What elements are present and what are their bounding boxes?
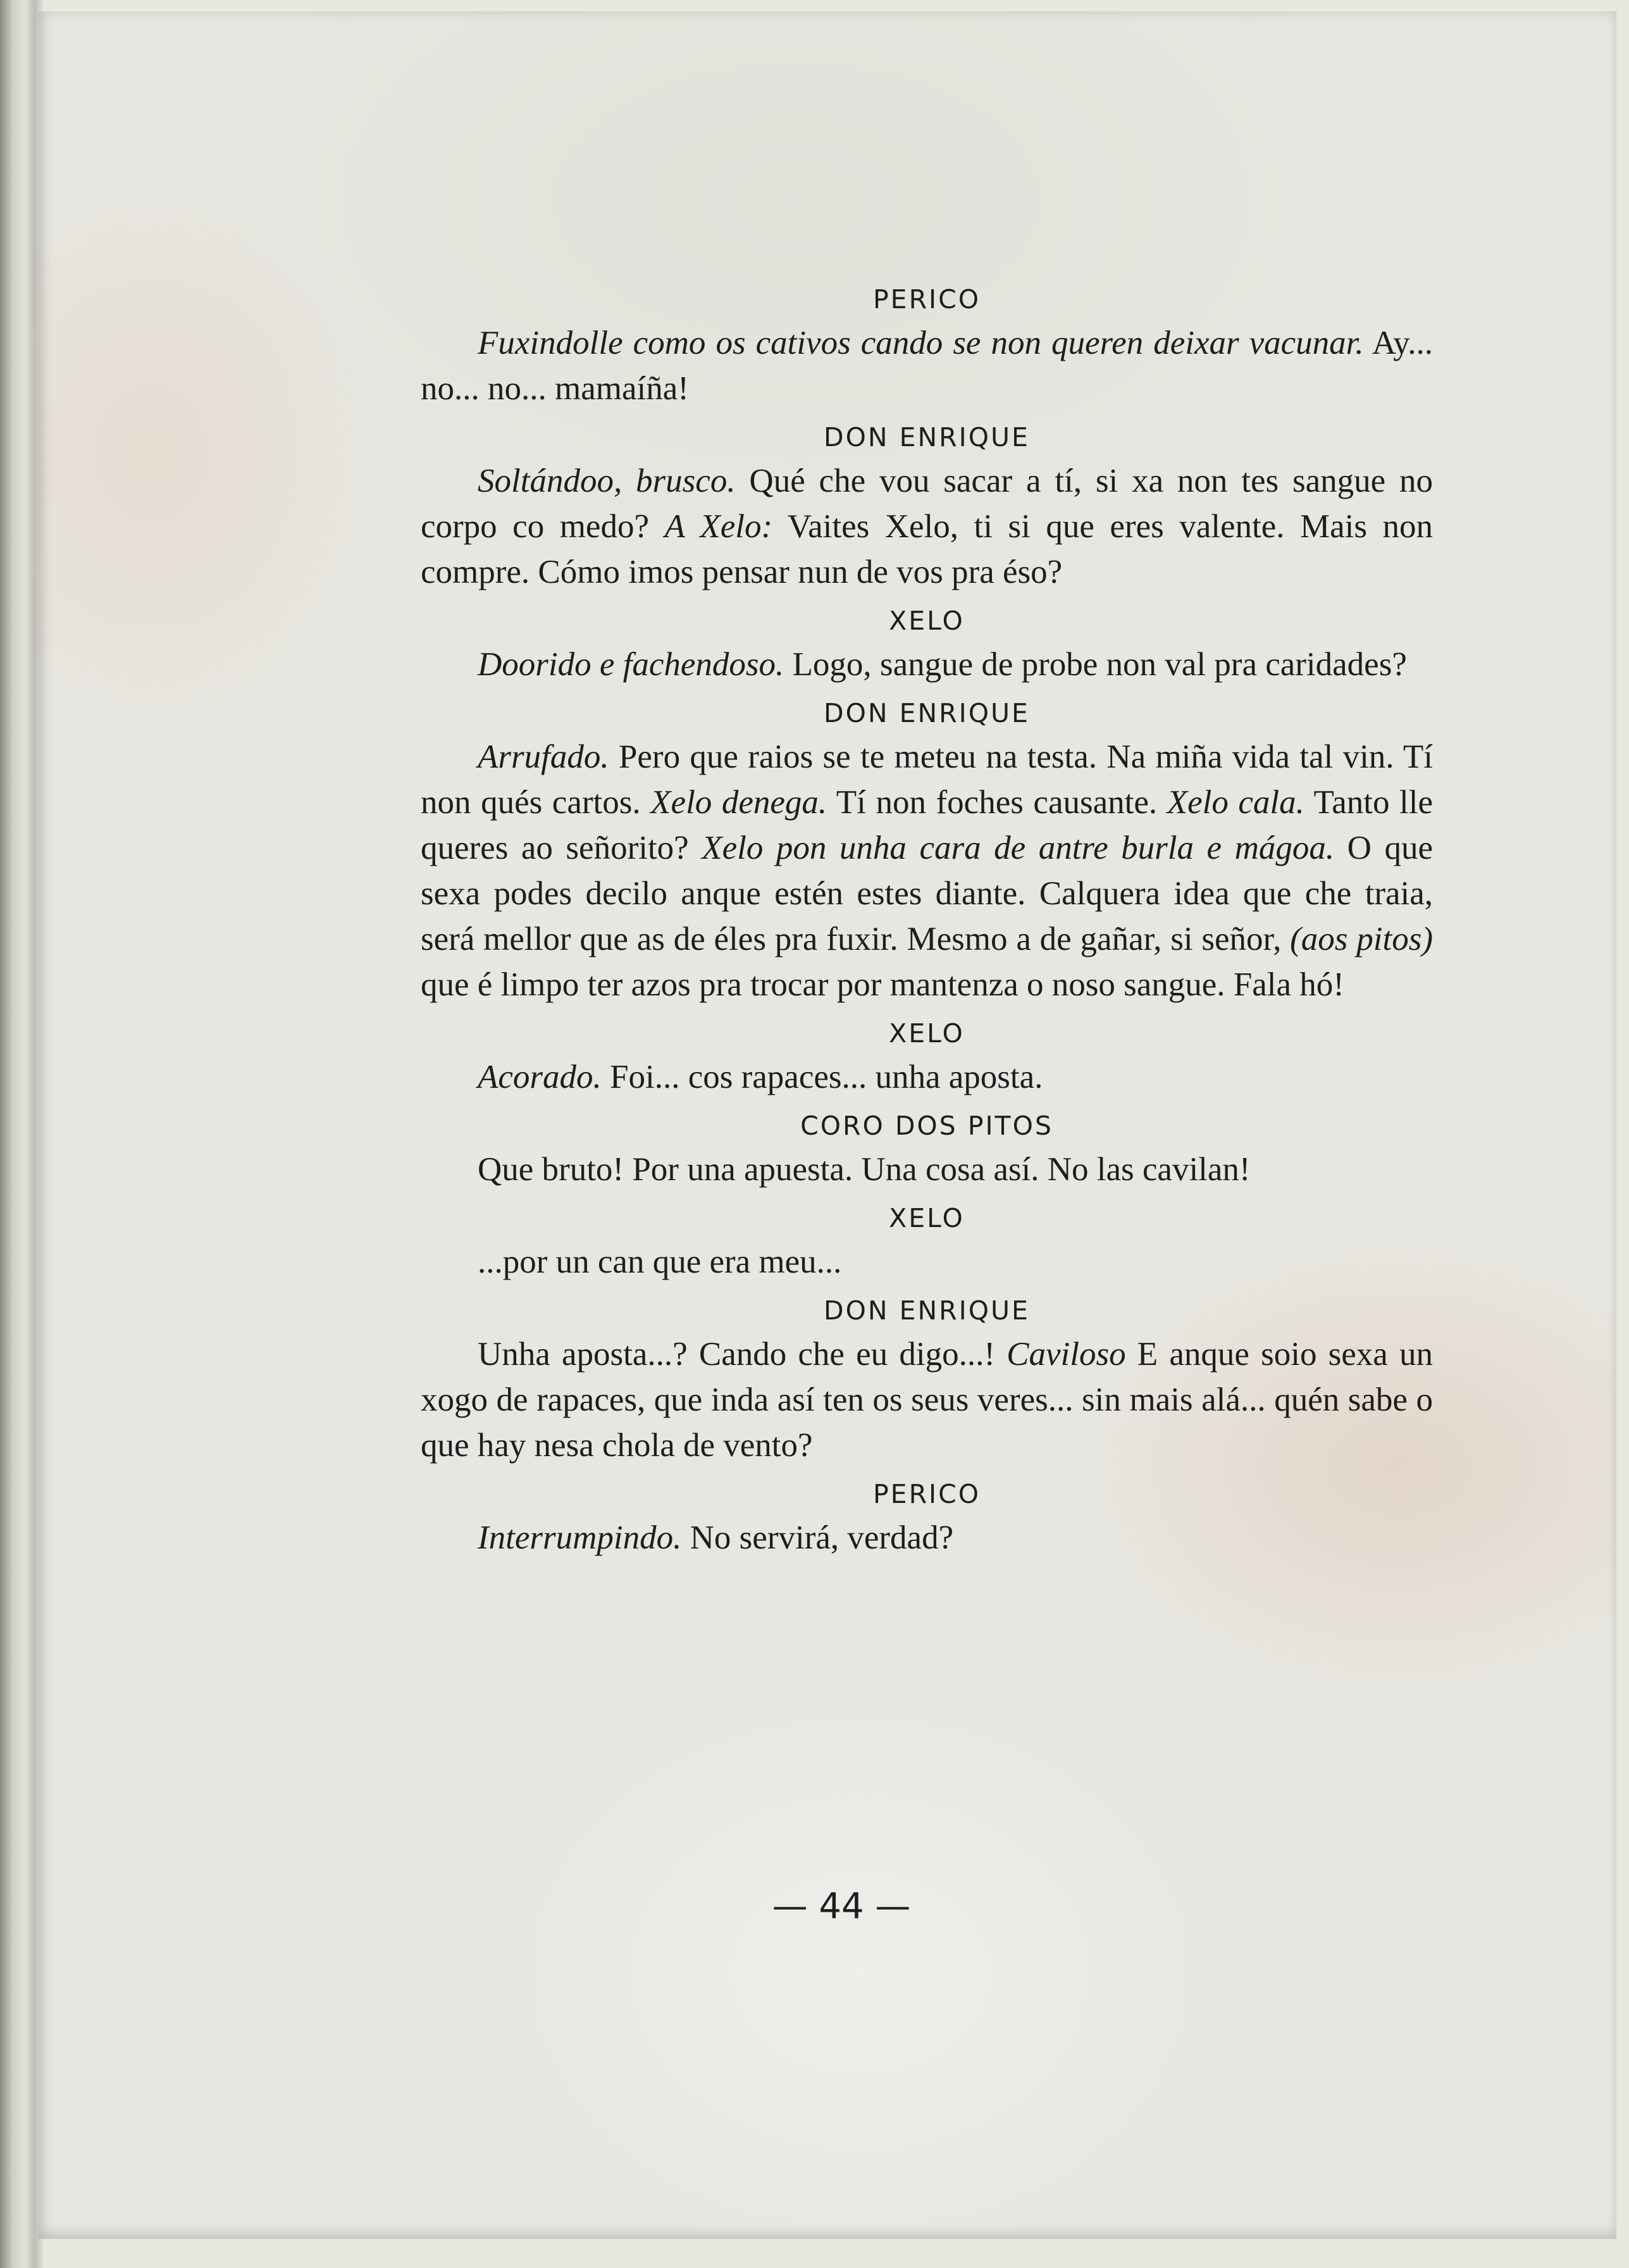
stage-direction: Arrufado. bbox=[478, 738, 609, 775]
speech-paragraph bbox=[421, 642, 1433, 687]
speaker-name: DON ENRIQUE bbox=[824, 422, 1030, 452]
speech-paragraph bbox=[421, 1331, 1433, 1468]
speaker-name: XELO bbox=[889, 1018, 965, 1049]
dialogue-text: E anque soio sexa un xogo de rapaces, que inda así ten os seus veres... sin mais alá... quén sabe o que hay nesa chola de vento? bbox=[421, 1336, 1434, 1464]
dialogue-text: Tí non foches causante. bbox=[827, 784, 1167, 821]
stage-direction: Xelo cala. bbox=[1167, 784, 1304, 821]
speaker-name: CORO DOS PITOS bbox=[800, 1111, 1053, 1141]
dialogue-text: Pero que raios se te meteu na testa. Na miña vida tal vin. Tí non qués cartos. bbox=[421, 738, 1433, 821]
speech-paragraph bbox=[421, 1147, 1433, 1192]
stage-direction: Xelo denega. bbox=[650, 784, 827, 821]
stage-direction: Acorado. bbox=[478, 1059, 602, 1095]
stage-direction: Doorido e fachendoso. bbox=[478, 646, 784, 683]
speaker-name: XELO bbox=[889, 606, 965, 636]
dialogue-text: ...por un can que era meu... bbox=[478, 1243, 842, 1280]
speech-paragraph bbox=[421, 1239, 1433, 1285]
stage-direction: Xelo pon unha cara de antre burla e mágoa. bbox=[702, 830, 1335, 866]
dialogue-text: que é limpo ter azos pra trocar por mantenza o noso sangue. Fala hó! bbox=[421, 966, 1344, 1003]
speech-paragraph bbox=[421, 734, 1433, 1007]
dialogue-text: Que bruto! Por una apuesta. Una cosa así. No las cavilan! bbox=[478, 1151, 1251, 1188]
stage-direction: Caviloso bbox=[1007, 1336, 1126, 1373]
speaker-name: PERICO bbox=[872, 284, 981, 315]
dialogue-text: Tanto lle queres ao señorito? bbox=[421, 784, 1433, 866]
speech-paragraph bbox=[421, 320, 1433, 411]
speech-paragraph bbox=[421, 458, 1433, 595]
speaker-name: XELO bbox=[889, 1203, 965, 1233]
dialogue-text: Qué che vou sacar a tí, si xa non tes sangue no corpo co medo? bbox=[421, 463, 1433, 545]
stage-direction: Interrumpindo. bbox=[478, 1519, 682, 1556]
dialogue-text: Foi... cos rapaces... unha aposta. bbox=[601, 1059, 1043, 1095]
dialogue-text: O que sexa podes decilo anque estén estes diante. Calquera idea que che traia, será mellor que as de éles pra fuxir. Mesmo a de gañar, si señor, bbox=[421, 830, 1433, 957]
dialogue-text: Vaites Xelo, ti si que eres valente. Mais non compre. Cómo imos pensar nun de vos pra éso? bbox=[421, 508, 1433, 590]
dialogue-text: Logo, sangue de probe non val pra caridades? bbox=[784, 646, 1407, 683]
speech-paragraph bbox=[421, 1054, 1433, 1100]
dialogue-text: Unha aposta...? Cando che eu digo...! bbox=[478, 1336, 1007, 1373]
stage-direction: A Xelo: bbox=[664, 508, 773, 545]
page-number: — 44 — bbox=[772, 1886, 911, 1927]
speaker-name: DON ENRIQUE bbox=[824, 698, 1030, 728]
speaker-name: DON ENRIQUE bbox=[824, 1295, 1030, 1326]
dialogue-text: Ay... no... no... mamaíña! bbox=[421, 325, 1433, 407]
speech-paragraph bbox=[421, 1515, 1433, 1561]
stage-direction: Fuxindolle como os cativos cando se non queren deixar vacunar. bbox=[478, 325, 1364, 361]
dialogue-text: No servirá, verdad? bbox=[681, 1519, 954, 1556]
stage-direction: Soltándoo, brusco. bbox=[478, 463, 736, 499]
play-text bbox=[421, 278, 1433, 1566]
stage-direction: (aos pitos) bbox=[1290, 921, 1433, 957]
speaker-name: PERICO bbox=[872, 1479, 981, 1509]
